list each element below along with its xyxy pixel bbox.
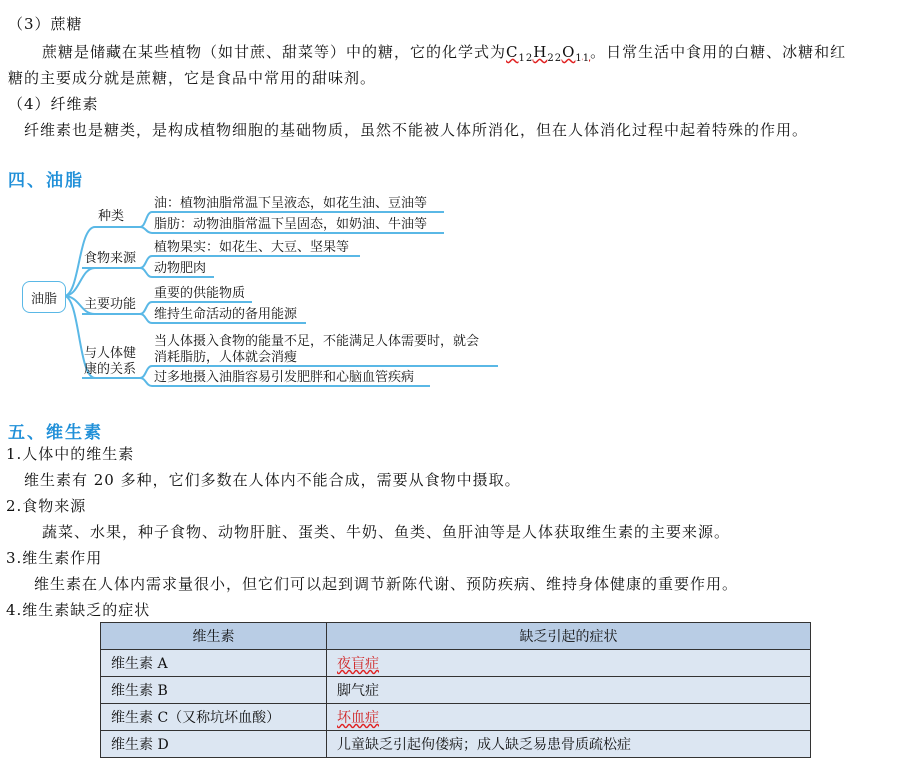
table-cell-vitamin: 维生素 A — [101, 650, 327, 677]
vitamin-s3-title: 3.维生素作用 — [6, 549, 103, 567]
table-cell-symptom: 儿童缺乏引起佝偻病；成人缺乏易患骨质疏松症 — [327, 731, 811, 758]
sucrose-formula: $C_{12}H_{22}O_{11}$ — [506, 43, 591, 64]
table-row — [101, 704, 811, 731]
table-cell-symptom: 脚气症 — [327, 677, 811, 704]
table-cell-vitamin: 维生素 D — [101, 731, 327, 758]
vitamin-s2-title: 2.食物来源 — [6, 497, 87, 515]
sources-leaf-plant: 植物果实：如花生、大豆、坚果等 — [154, 240, 350, 255]
table-row — [101, 650, 811, 677]
table-row — [101, 731, 811, 758]
branch-health-label-2: 康的关系 — [84, 362, 137, 377]
vitamin-s4-title: 4.维生素缺乏的症状 — [6, 601, 151, 619]
sugar-heading: （3）蔗糖 — [8, 15, 83, 33]
sources-leaf-animal: 动物肥肉 — [154, 261, 207, 276]
fiber-line-1: 纤维素也是糖类，是构成植物细胞的基础物质，虽然不能被人体所消化，但在人体消化过程中起着特殊的作用。 — [24, 121, 809, 139]
table-header-symptom: 缺乏引起的症状 — [327, 623, 811, 650]
mindmap-root: 油脂 — [22, 281, 66, 313]
vitamin-s1-title: 1.人体中的维生素 — [6, 445, 135, 463]
health-leaf-excess: 过多地摄入油脂容易引发肥胖和心脑血管疾病 — [154, 370, 415, 385]
table-cell-vitamin: 维生素 B — [101, 677, 327, 704]
types-leaf-oil: 油：植物油脂常温下呈液态，如花生油、豆油等 — [154, 196, 428, 211]
branch-functions-label: 主要功能 — [84, 297, 137, 312]
vitamin-deficiency-table — [100, 622, 811, 758]
fiber-heading: （4）纤维素 — [8, 95, 99, 113]
fat-heading: 四、油脂 — [8, 171, 84, 191]
table-header-vitamin: 维生素 — [101, 623, 327, 650]
vitamin-heading: 五、维生素 — [8, 423, 103, 443]
health-leaf-deficit-2: 消耗脂肪，人体就会消瘦 — [154, 350, 298, 365]
table-cell-symptom: 夜盲症 — [327, 650, 811, 677]
branch-health-label-1: 与人体健 — [84, 346, 137, 361]
vitamin-s2-text: 蔬菜、水果，种子食物、动物肝脏、蛋类、牛奶、鱼类、鱼肝油等是人体获取维生素的主要来源。 — [42, 523, 731, 541]
sugar-line-1-pre: 蔗糖是储藏在某些植物（如甘蔗、甜菜等）中的糖，它的化学式为 — [42, 43, 507, 61]
types-leaf-fat: 脂肪：动物油脂常温下呈固态，如奶油、牛油等 — [154, 217, 428, 232]
branch-sources-label: 食物来源 — [84, 251, 137, 266]
table-cell-symptom: 坏血症 — [327, 704, 811, 731]
functions-leaf-reserve: 维持生命活动的备用能源 — [154, 307, 298, 322]
sugar-line-2: 糖的主要成分就是蔗糖，它是食品中常用的甜味剂。 — [8, 69, 377, 87]
branch-types-label: 种类 — [98, 209, 125, 224]
table-row — [101, 677, 811, 704]
functions-leaf-energy: 重要的供能物质 — [154, 286, 246, 301]
health-leaf-deficit-1: 当人体摄入食物的能量不足，不能满足人体需要时，就会 — [154, 334, 480, 349]
vitamin-s1-text: 维生素有 20 多种，它们多数在人体内不能合成，需要从食物中摄取。 — [24, 471, 521, 489]
vitamin-s3-text: 维生素在人体内需求量很小，但它们可以起到调节新陈代谢、预防疾病、维持身体健康的重要作用。 — [34, 575, 739, 593]
table-header-row — [101, 623, 811, 650]
table-cell-vitamin: 维生素 C（又称坑坏血酸） — [101, 704, 327, 731]
sugar-line-1-post: 。日常生活中食用的白糖、冰糖和红 — [590, 43, 847, 61]
